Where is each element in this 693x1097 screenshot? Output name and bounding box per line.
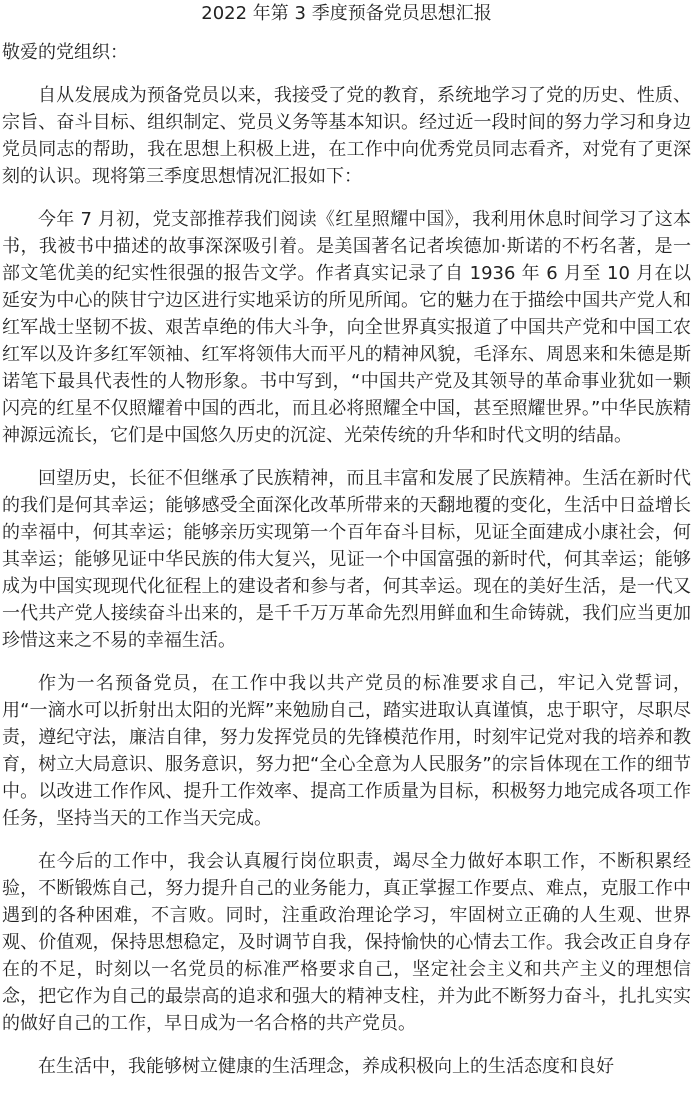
paragraph-work: 作为一名预备党员，在工作中我以共产党员的标准要求自己，牢记入党誓词，用“一滴水可以折射出太阳的光辉”来勉励自己，踏实进取认真谨慎，忠于职守，尽职尽责，遵纪守法，廉洁自律，努力发挥党员的先锋模范作用，时刻牢记党对我的培养和教育，树立大局意识、服务意识，努力把“全心全意为人民服务”的宗旨体现在工作的细节中。以改进工作作风、提升工作效率、提高工作质量为目标，积极努力地完成各项工作任务，坚持当天的工作当天完成。	[2, 673, 691, 829]
document-title: 2022 年第 3 季度预备党员思想汇报	[201, 3, 492, 24]
paragraph-life: 在生活中，我能够树立健康的生活理念，养成积极向上的生活态度和良好	[38, 1056, 614, 1077]
paragraph-history: 回望历史，长征不但继承了民族精神，而且丰富和发展了民族精神。生活在新时代的我们是何其幸运；能够感受全面深化改革所带来的天翻地覆的变化，生活中日益增长的幸福中，何其幸运；能够亲历实现第一个百年奋斗目标，见证全面建成小康社会，何其幸运；能够见证中华民族的伟大复兴，见证一个中国富强的新时代，何其幸运；能够成为中国实现现代化征程上的建设者和参与者，何其幸运。现在的美好生活，是一代又一代共产党人接续奋斗出来的，是千千万万革命先烈用鲜血和生命铸就，我们应当更加珍惜这来之不易的幸福生活。	[2, 468, 691, 651]
paragraph-future: 在今后的工作中，我会认真履行岗位职责，竭尽全力做好本职工作，不断积累经验，不断锻炼自己，努力提升自己的业务能力，真正掌握工作要点、难点，克服工作中遇到的各种困难，不言败。同时，注重政治理论学习，牢固树立正确的人生观、世界观、价值观，保持思想稳定，及时调节自我，保持愉快的心情去工作。我会改正自身存在的不足，时刻以一名党员的标准严格要求自己，坚定社会主义和共产主义的理想信念，把它作为自己的最崇高的追求和强大的精神支柱，并为此不断努力奋斗，扎扎实实的做好自己的工作，早日成为一名合格的共产党员。	[2, 851, 691, 1034]
paragraph-reading: 今年 7 月初，党支部推荐我们阅读《红星照耀中国》，我利用休息时间学习了这本书，我被书中描述的故事深深吸引着。是美国著名记者埃德加·斯诺的不朽名著，是一部文笔优美的纪实性很强的报告文学。作者真实记录了自 1936 年 6 月至 10 月在以延安为中心的陕甘宁边区进行实地采访的所见所闻。它的魅力在于描绘中国共产党人和红军战士坚韧不拔、艰苦卓绝的伟大斗争，向全世界真实报道了中国共产党和中国工农红军以及许多红军领袖、红军将领伟大而平凡的精神风貌，毛泽东、周恩来和朱德是斯诺笔下最具代表性的人物形象。书中写到，“中国共产党及其领导的革命事业犹如一颗闪亮的红星不仅照耀着中国的西北，而且必将照耀全中国，甚至照耀世界。”中华民族精神源远流长，它们是中国悠久历史的沉淀、光荣传统的升华和时代文明的结晶。	[2, 209, 691, 446]
paragraph-intro: 自从发展成为预备党员以来，我接受了党的教育，系统地学习了党的历史、性质、宗旨、奋斗目标、组织制定、党员义务等基本知识。经过近一段时间的努力学习和身边党员同志的帮助，我在思想上积极上进，在工作中向优秀党员同志看齐，对党有了更深刻的认识。现将第三季度思想情况汇报如下：	[2, 85, 691, 187]
salutation: 敬爱的党组织：	[2, 42, 128, 63]
